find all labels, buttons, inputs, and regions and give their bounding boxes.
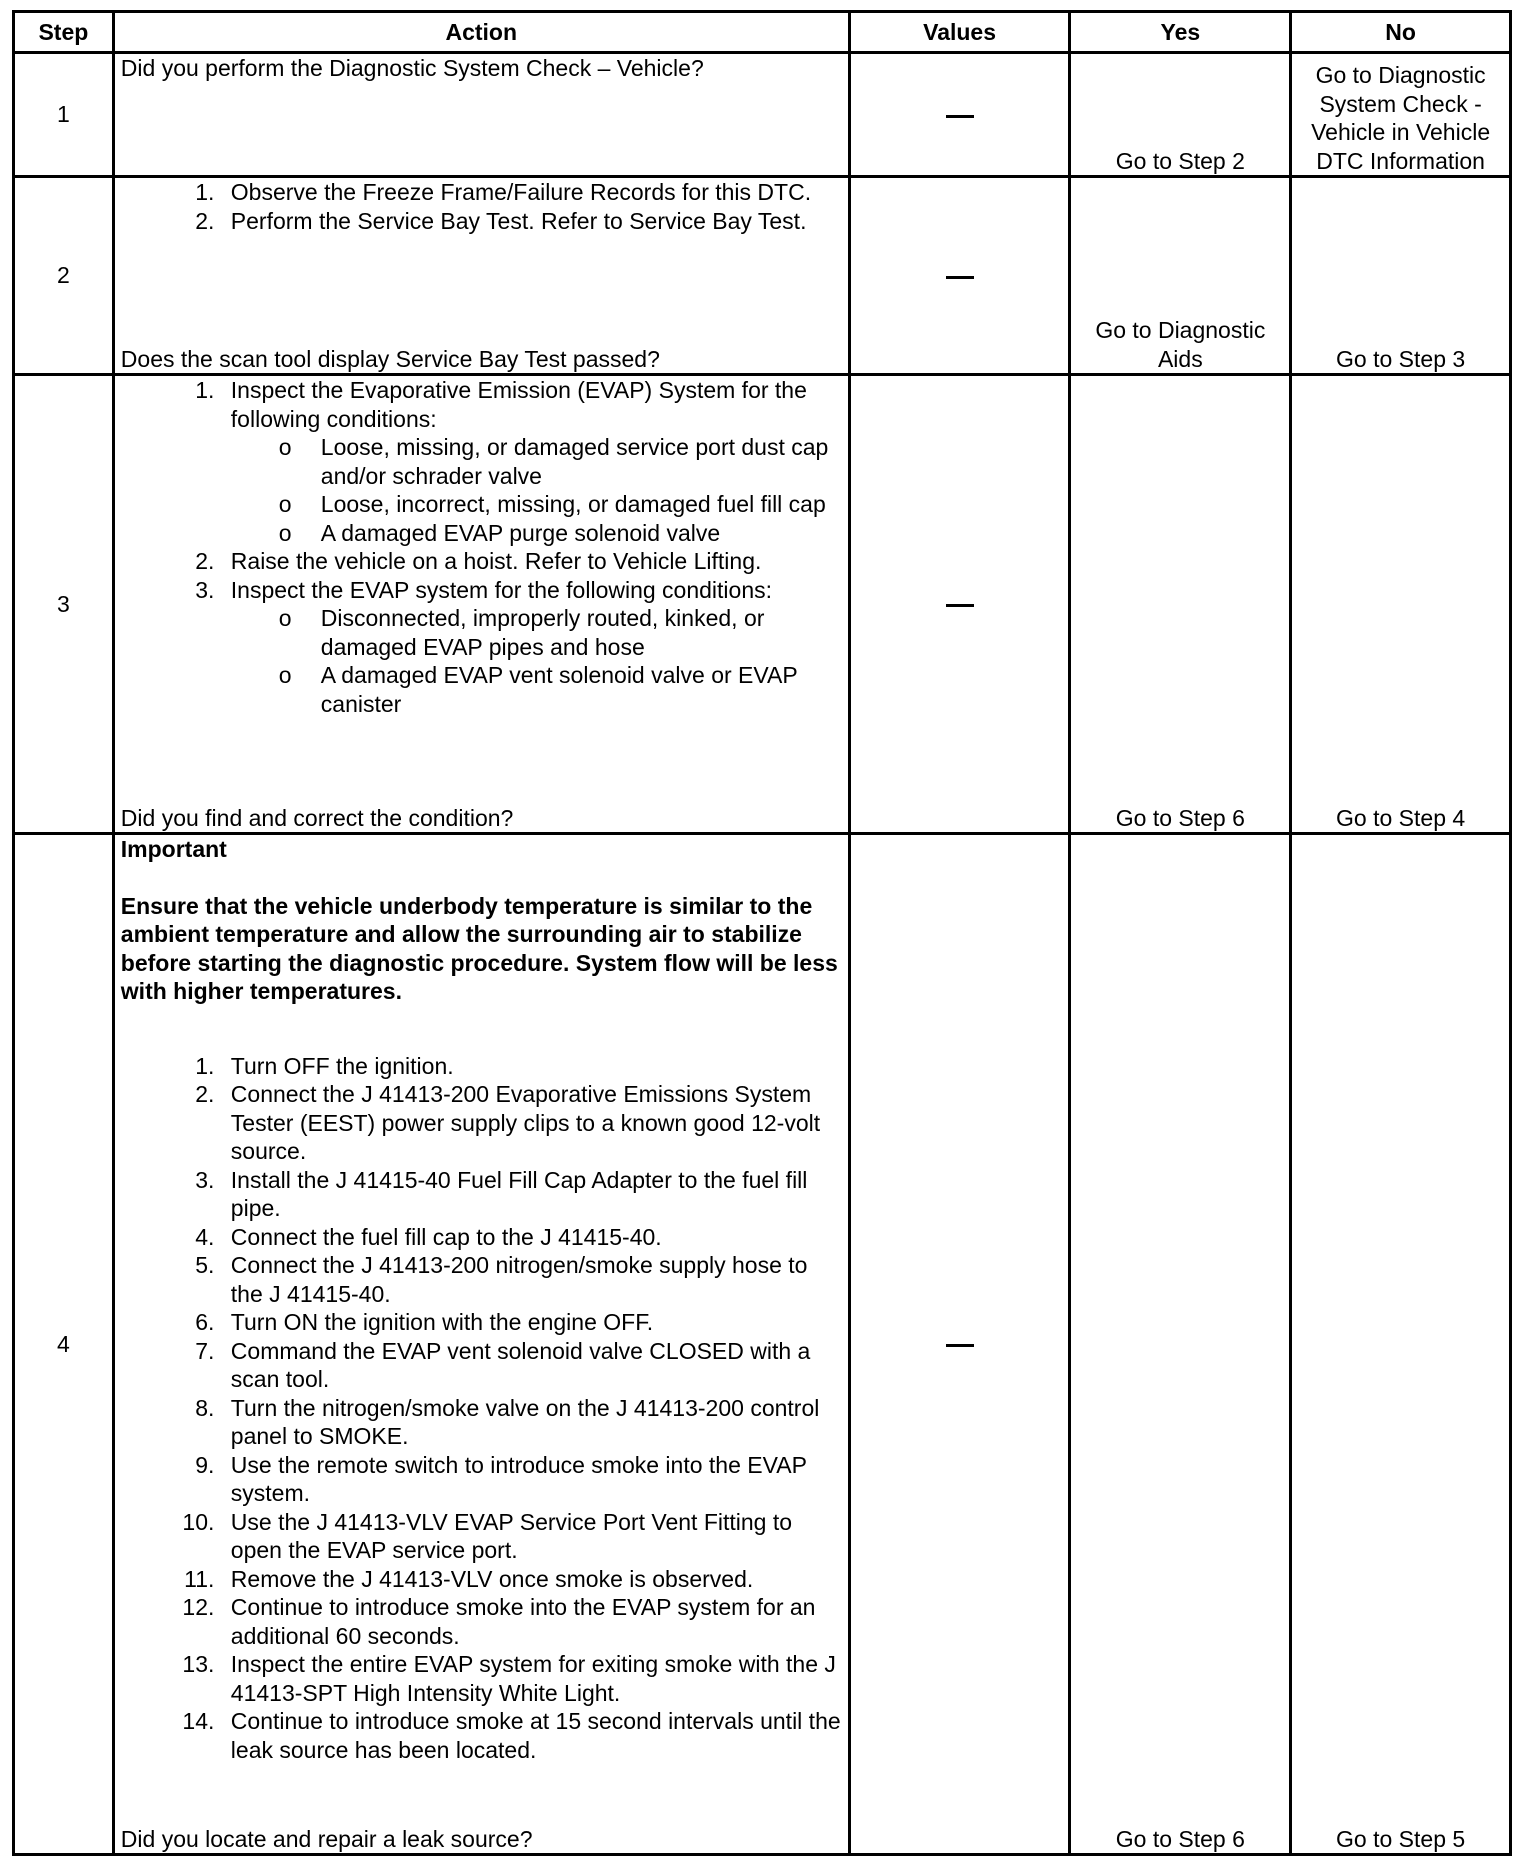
no-action: Go to Step 5	[1291, 834, 1511, 1855]
step-number: 2	[14, 177, 114, 375]
values-cell	[849, 834, 1070, 1855]
list-item: 3. Install the J 41415-40 Fuel Fill Cap Adapter to the fuel fill pipe.	[221, 1166, 842, 1223]
sub-list-item: o Loose, incorrect, missing, or damaged fuel fill cap	[321, 490, 842, 519]
no-action: Go to Step 4	[1291, 375, 1511, 834]
sub-list-item: o A damaged EVAP purge solenoid valve	[321, 519, 842, 548]
question-text: Did you find and correct the condition?	[120, 804, 514, 831]
list-item: 14. Continue to introduce smoke at 15 second intervals until the leak source has been located.	[221, 1707, 842, 1764]
table-row	[14, 53, 1511, 177]
list-item: 11. Remove the J 41413-VLV once smoke is observed.	[221, 1565, 842, 1594]
sub-list	[231, 433, 842, 547]
list-item: 4. Connect the fuel fill cap to the J 41415-40.	[221, 1223, 842, 1252]
header-values: Values	[849, 12, 1070, 53]
step-list	[121, 376, 842, 718]
list-item: 9. Use the remote switch to introduce smoke into the EVAP system.	[221, 1451, 842, 1508]
list-item: 6. Turn ON the ignition with the engine OFF.	[221, 1308, 842, 1337]
list-item: 7. Command the EVAP vent solenoid valve CLOSED with a scan tool.	[221, 1337, 842, 1394]
question-text: Does the scan tool display Service Bay Test passed?	[120, 345, 660, 372]
table-row	[14, 834, 1511, 1855]
yes-action: Go to Diagnostic Aids	[1070, 177, 1291, 375]
table-row	[14, 375, 1511, 834]
step-number: 3	[14, 375, 114, 834]
list-item: 10. Use the J 41413-VLV EVAP Service Port Vent Fitting to open the EVAP service port.	[221, 1508, 842, 1565]
list-item: 2. Connect the J 41413-200 Evaporative Emissions System Tester (EEST) power supply clips to a known good 12-volt source.	[221, 1080, 842, 1166]
header-action: Action	[113, 12, 849, 53]
step-number: 4	[14, 834, 114, 1855]
header-no: No	[1291, 12, 1511, 53]
table-row	[14, 177, 1511, 375]
action-cell	[113, 375, 849, 834]
question-text: Did you perform the Diagnostic System Check – Vehicle?	[120, 55, 704, 81]
sub-list	[231, 604, 842, 718]
step-list	[121, 178, 842, 235]
diagnostic-table	[12, 10, 1512, 1856]
no-action: Go to Diagnostic System Check - Vehicle in Vehicle DTC Information	[1291, 53, 1511, 177]
list-item: 2. Perform the Service Bay Test. Refer to Service Bay Test.	[221, 207, 842, 236]
list-item: 1. Turn OFF the ignition.	[221, 1052, 842, 1081]
action-cell	[113, 53, 849, 177]
header-step: Step	[14, 12, 114, 53]
dash-mark	[946, 276, 974, 279]
yes-action: Go to Step 6	[1070, 375, 1291, 834]
list-item: 12. Continue to introduce smoke into the EVAP system for an additional 60 seconds.	[221, 1593, 842, 1650]
no-action: Go to Step 3	[1291, 177, 1511, 375]
dash-mark	[946, 115, 974, 118]
list-item: 8. Turn the nitrogen/smoke valve on the J 41413-200 control panel to SMOKE.	[221, 1394, 842, 1451]
header-yes: Yes	[1070, 12, 1291, 53]
question-text: Did you locate and repair a leak source?	[120, 1825, 533, 1852]
values-cell	[849, 177, 1070, 375]
list-item-text: Inspect the EVAP system for the following conditions:	[230, 576, 773, 603]
header-row	[14, 12, 1511, 53]
list-item-text: Inspect the Evaporative Emission (EVAP) System for the following conditions:	[230, 377, 807, 432]
list-item: 1. Observe the Freeze Frame/Failure Records for this DTC.	[221, 178, 842, 207]
dash-mark	[946, 1344, 974, 1347]
list-item: 2. Raise the vehicle on a hoist. Refer to Vehicle Lifting.	[221, 547, 842, 576]
step-list	[121, 1052, 842, 1765]
sub-list-item: o Disconnected, improperly routed, kinked, or damaged EVAP pipes and hose	[321, 604, 842, 661]
yes-action: Go to Step 6	[1070, 834, 1291, 1855]
step-number: 1	[14, 53, 114, 177]
action-cell	[113, 834, 849, 1855]
values-cell	[849, 53, 1070, 177]
dash-mark	[946, 604, 974, 607]
values-cell	[849, 375, 1070, 834]
important-note: Ensure that the vehicle underbody temperature is similar to the ambient temperature and allow the surrounding air to stabilize before starting the diagnostic procedure. System flow will be less with higher temperatures.	[120, 892, 838, 1004]
sub-list-item: o Loose, missing, or damaged service port dust cap and/or schrader valve	[321, 433, 842, 490]
yes-action: Go to Step 2	[1070, 53, 1291, 177]
list-item: 5. Connect the J 41413-200 nitrogen/smoke supply hose to the J 41415-40.	[221, 1251, 842, 1308]
action-cell	[113, 177, 849, 375]
list-item	[221, 576, 842, 719]
list-item	[221, 376, 842, 547]
important-heading: Important	[120, 836, 227, 862]
sub-list-item: o A damaged EVAP vent solenoid valve or EVAP canister	[321, 661, 842, 718]
list-item: 13. Inspect the entire EVAP system for exiting smoke with the J 41413-SPT High Intensity White Light.	[221, 1650, 842, 1707]
